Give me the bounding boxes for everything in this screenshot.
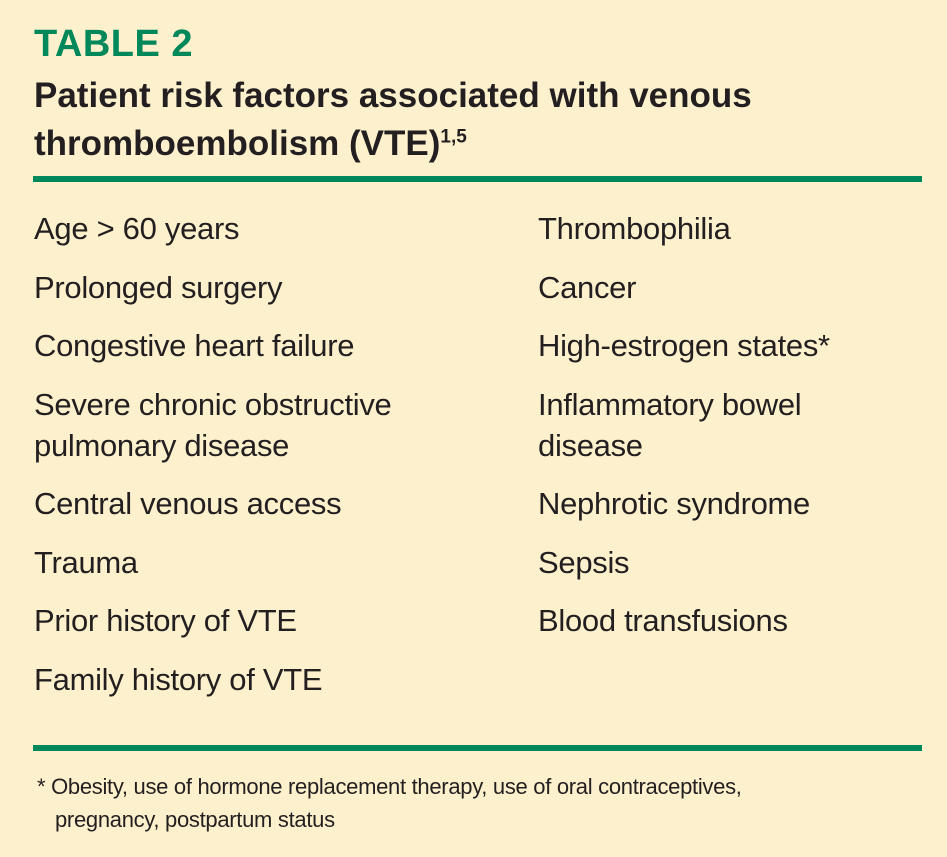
risk-factor-item: Central venous access [34,486,342,521]
risk-factor-item: Family history of VTE [34,661,323,697]
risk-factor-item: Prior history of VTE [34,603,297,638]
risk-factor-item: Blood transfusions [538,603,788,638]
risk-factor-item: High-estrogen states* [538,328,830,363]
risk-factor-item: Severe chronic obstructive pulmonary disease [34,386,392,463]
risk-factor-item: Nephrotic syndrome [538,486,810,521]
risk-factor-item: Cancer [538,269,637,305]
footnote-line-1: * Obesity, use of hormone replacement therapy, use of oral contraceptives, [37,774,742,799]
risk-factor-column-right [538,208,928,659]
top-divider [33,176,922,182]
risk-factor-item: Trauma [34,544,138,580]
table-title-text: Patient risk factors associated with venous thromboembolism (VTE) [34,76,752,163]
risk-factor-item: Prolonged surgery [34,269,283,305]
risk-factor-item: Congestive heart failure [34,328,355,363]
risk-factor-column-left [34,208,514,717]
risk-factor-item: Thrombophilia [538,211,731,246]
footnote [37,770,917,836]
risk-factor-item: Age > 60 years [34,211,240,246]
bottom-divider [33,745,922,751]
table-label: TABLE 2 [34,23,194,65]
risk-factor-item: Inflammatory bowel disease [538,386,802,463]
footnote-line-2: pregnancy, postpartum status [55,807,335,832]
citation-superscript: 1,5 [440,126,467,148]
table-title [34,72,914,168]
risk-factor-item: Sepsis [538,544,630,580]
